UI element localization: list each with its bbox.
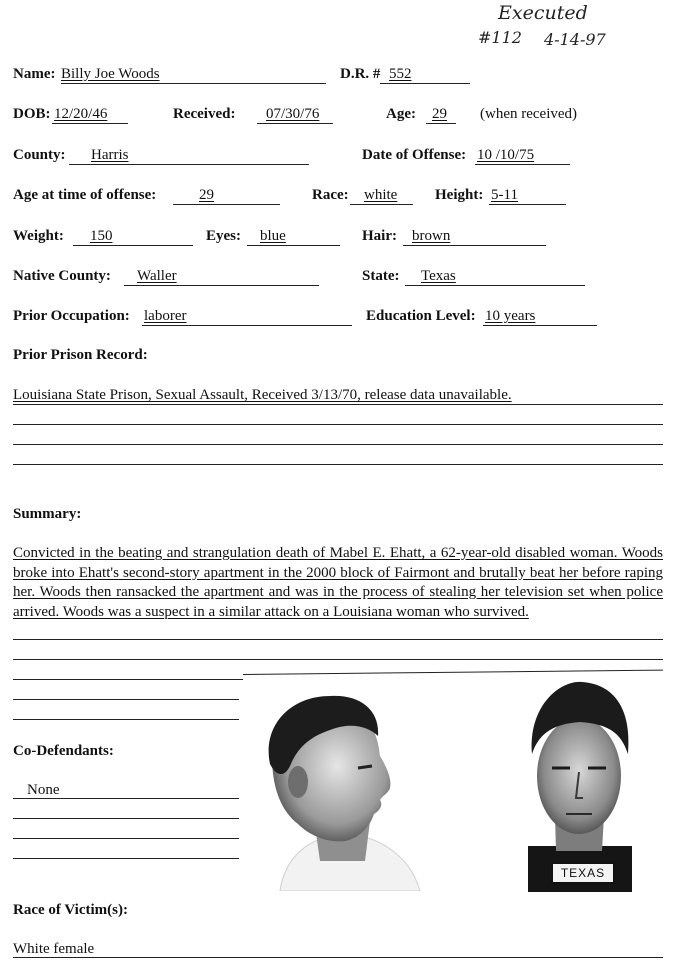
codefendants-value: None — [27, 782, 60, 798]
name-value: Billy Joe Woods — [61, 66, 160, 82]
offense-date-value: 10 /10/75 — [477, 147, 535, 163]
age-value: 29 — [432, 106, 447, 122]
race-value: white — [364, 187, 398, 203]
victim-race-label: Race of Victim(s): — [13, 902, 128, 918]
received-value: 07/30/76 — [266, 106, 320, 122]
state-value: Texas — [421, 268, 456, 284]
execution-date: 4-14-97 — [544, 30, 606, 49]
name-label: Name: — [13, 66, 56, 82]
received-label: Received: — [173, 106, 236, 122]
executed-annotation: Executed — [498, 2, 588, 24]
eyes-value: blue — [260, 228, 286, 244]
eyes-label: Eyes: — [206, 228, 241, 244]
summary-text: Convicted in the beating and strangulation death of Mabel E. Ehatt, a 62-year-old disabled woman. Woods broke into Ehatt's second-story apartment in the 2000 block of Fairmont and brutally beat her before raping her. Woods then ransacked the apartment and was in the process of stealing her television set when police arrived. Woods was a suspect in a similar attack on a Louisiana woman who survived. — [13, 545, 663, 620]
dob-label: DOB: — [13, 106, 51, 122]
summary-label: Summary: — [13, 506, 82, 522]
victim-race-value: White female — [13, 941, 95, 957]
dob-value: 12/20/46 — [54, 106, 108, 122]
occupation-value: laborer — [144, 308, 187, 324]
profile-photo — [250, 686, 428, 891]
height-value: 5-11 — [491, 187, 518, 203]
weight-value: 150 — [90, 228, 113, 244]
age-offense-value: 29 — [199, 187, 214, 203]
prior-record-label: Prior Prison Record: — [13, 347, 148, 363]
age-note: (when received) — [480, 106, 578, 122]
occupation-label: Prior Occupation: — [13, 308, 130, 324]
native-county-label: Native County: — [13, 268, 111, 284]
prior-record-text: Louisiana State Prison, Sexual Assault, Received 3/13/70, release data unavailable. — [13, 387, 512, 403]
age-offense-label: Age at time of offense: — [13, 187, 157, 203]
education-value: 10 years — [485, 308, 536, 324]
county-label: County: — [13, 147, 66, 163]
education-label: Education Level: — [366, 308, 476, 324]
height-label: Height: — [435, 187, 484, 203]
execution-number: #112 — [478, 28, 522, 47]
hair-value: brown — [412, 228, 451, 244]
offense-date-label: Date of Offense: — [362, 147, 467, 163]
front-photo — [520, 676, 638, 892]
state-label: State: — [362, 268, 400, 284]
dr-label: D.R. # — [340, 66, 381, 82]
dr-value: 552 — [389, 66, 412, 82]
codefendants-label: Co-Defendants: — [13, 743, 114, 759]
hair-label: Hair: — [362, 228, 397, 244]
county-value: Harris — [91, 147, 129, 163]
weight-label: Weight: — [13, 228, 64, 244]
age-label: Age: — [386, 106, 416, 122]
texas-sign: TEXAS — [551, 862, 615, 884]
race-label: Race: — [312, 187, 349, 203]
native-county-value: Waller — [137, 268, 177, 284]
